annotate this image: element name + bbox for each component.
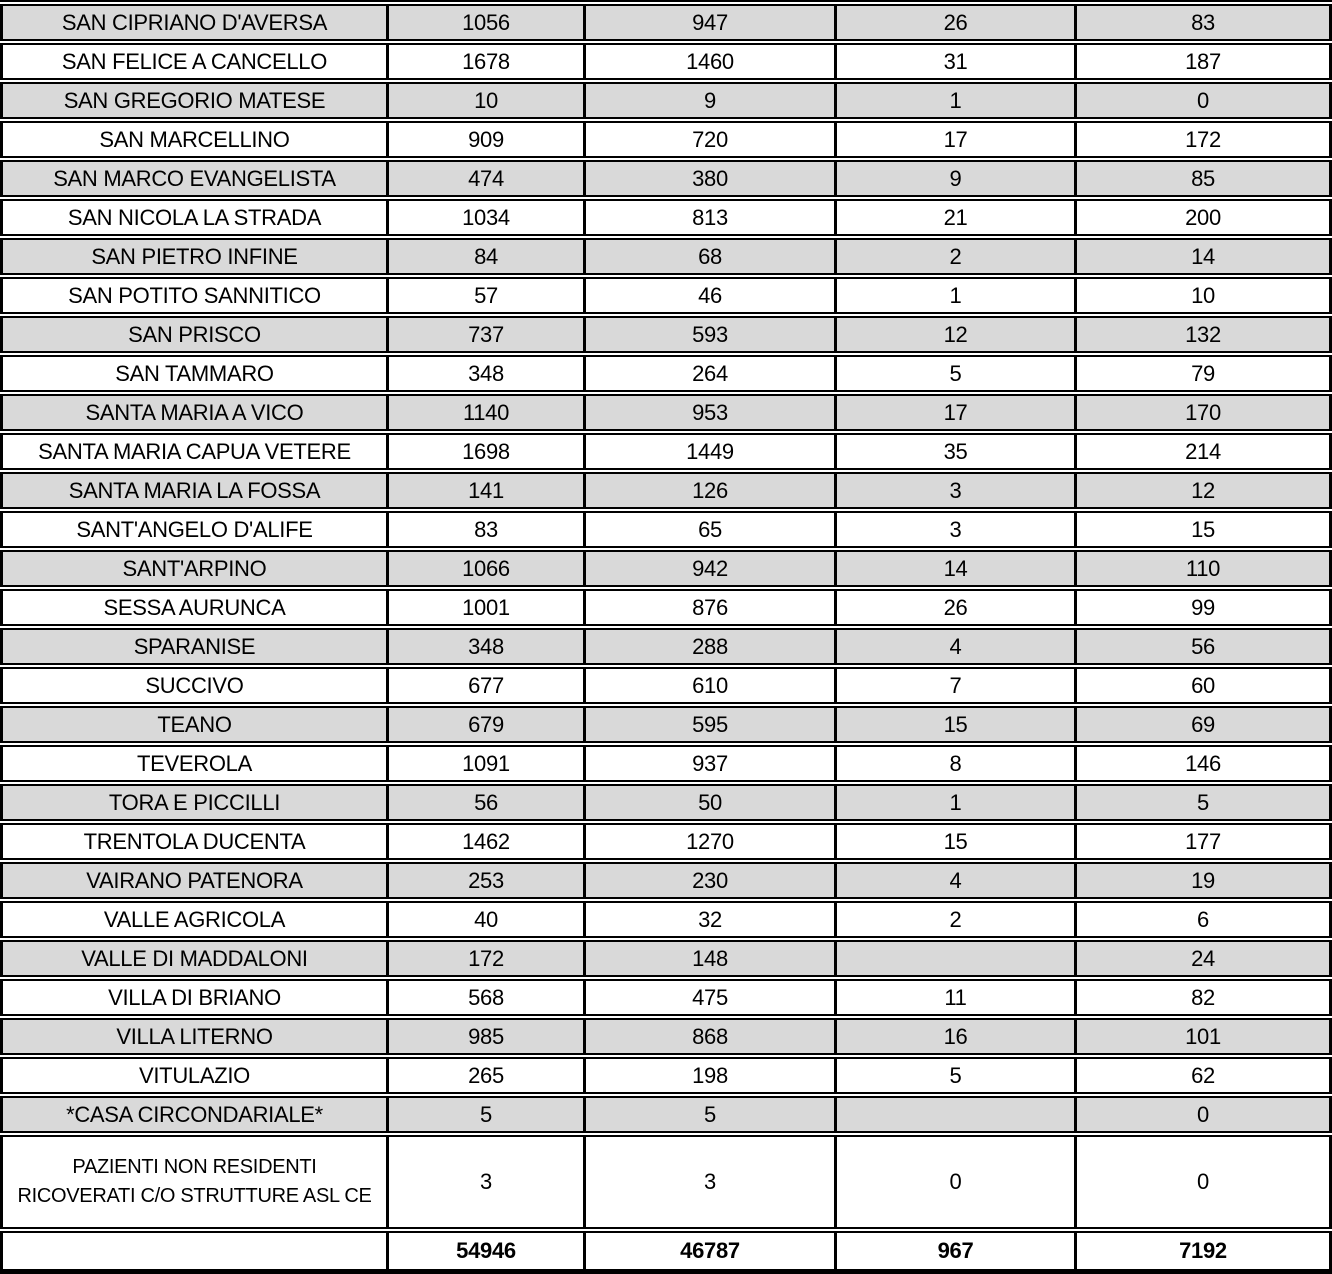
table-row: [0, 1096, 1332, 1133]
table-row: [0, 160, 1332, 197]
value-cell: 172: [1074, 121, 1329, 158]
municipality-name-cell: SANTA MARIA A VICO: [3, 394, 386, 431]
value-cell: 84: [386, 238, 583, 275]
value-cell: 19: [1074, 862, 1329, 899]
value-cell: 17: [834, 121, 1074, 158]
value-cell: 1140: [386, 394, 583, 431]
value-cell: [834, 1096, 1074, 1133]
value-cell: 876: [583, 589, 834, 626]
value-cell: 198: [583, 1057, 834, 1094]
total-value-cell: 54946: [386, 1231, 583, 1271]
value-cell: 0: [1074, 1096, 1329, 1133]
municipality-name-cell: SAN PIETRO INFINE: [3, 238, 386, 275]
municipality-name-cell: VALLE AGRICOLA: [3, 901, 386, 938]
value-cell: 230: [583, 862, 834, 899]
value-cell: 6: [1074, 901, 1329, 938]
value-cell: 148: [583, 940, 834, 977]
table-row: [0, 355, 1332, 392]
municipality-name-cell: SAN CIPRIANO D'AVERSA: [3, 4, 386, 41]
municipality-name-cell: TEVEROLA: [3, 745, 386, 782]
value-cell: 11: [834, 979, 1074, 1016]
municipality-name-cell: SUCCIVO: [3, 667, 386, 704]
value-cell: 1462: [386, 823, 583, 860]
table-row: [0, 589, 1332, 626]
value-cell: 1056: [386, 4, 583, 41]
value-cell: 187: [1074, 43, 1329, 80]
value-cell: 26: [834, 4, 1074, 41]
table-row: [0, 82, 1332, 119]
value-cell: 1091: [386, 745, 583, 782]
value-cell: 985: [386, 1018, 583, 1055]
value-cell: 264: [583, 355, 834, 392]
value-cell: 0: [1074, 82, 1329, 119]
value-cell: 62: [1074, 1057, 1329, 1094]
value-cell: 8: [834, 745, 1074, 782]
value-cell: 942: [583, 550, 834, 587]
value-cell: 1678: [386, 43, 583, 80]
value-cell: 177: [1074, 823, 1329, 860]
value-cell: 146: [1074, 745, 1329, 782]
value-cell: 9: [583, 82, 834, 119]
total-value-cell: 7192: [1074, 1231, 1329, 1271]
table-row: [0, 121, 1332, 158]
value-cell: 15: [834, 823, 1074, 860]
table-row: [0, 472, 1332, 509]
value-cell: 679: [386, 706, 583, 743]
municipality-name-cell: TEANO: [3, 706, 386, 743]
municipality-name-cell: SAN TAMMARO: [3, 355, 386, 392]
totals-empty-cell: [3, 1231, 386, 1271]
municipality-name-cell: SAN PRISCO: [3, 316, 386, 353]
value-cell: 5: [583, 1096, 834, 1133]
value-cell: 3: [583, 1135, 834, 1229]
table-row: [0, 43, 1332, 80]
municipality-name-cell: SAN MARCELLINO: [3, 121, 386, 158]
value-cell: 947: [583, 4, 834, 41]
value-cell: 16: [834, 1018, 1074, 1055]
value-cell: 110: [1074, 550, 1329, 587]
value-cell: 953: [583, 394, 834, 431]
value-cell: 610: [583, 667, 834, 704]
value-cell: 4: [834, 628, 1074, 665]
value-cell: 568: [386, 979, 583, 1016]
value-cell: 56: [386, 784, 583, 821]
table-row: [0, 277, 1332, 314]
value-cell: 10: [386, 82, 583, 119]
municipality-name-cell: VILLA DI BRIANO: [3, 979, 386, 1016]
value-cell: 31: [834, 43, 1074, 80]
table-row: [0, 1018, 1332, 1055]
value-cell: [834, 940, 1074, 977]
value-cell: 83: [1074, 4, 1329, 41]
value-cell: 5: [834, 355, 1074, 392]
value-cell: 348: [386, 628, 583, 665]
municipality-name-cell: SAN NICOLA LA STRADA: [3, 199, 386, 236]
value-cell: 2: [834, 901, 1074, 938]
value-cell: 5: [386, 1096, 583, 1133]
value-cell: 909: [386, 121, 583, 158]
table-row: [0, 979, 1332, 1016]
table-row: [0, 862, 1332, 899]
table-row: [0, 433, 1332, 470]
value-cell: 214: [1074, 433, 1329, 470]
value-cell: 380: [583, 160, 834, 197]
value-cell: 0: [1074, 1135, 1329, 1229]
table-row: [0, 4, 1332, 41]
value-cell: 60: [1074, 667, 1329, 704]
totals-row: [0, 1231, 1332, 1271]
value-cell: 85: [1074, 160, 1329, 197]
value-cell: 83: [386, 511, 583, 548]
value-cell: 737: [386, 316, 583, 353]
value-cell: 265: [386, 1057, 583, 1094]
value-cell: 170: [1074, 394, 1329, 431]
value-cell: 65: [583, 511, 834, 548]
municipality-name-cell: SAN FELICE A CANCELLO: [3, 43, 386, 80]
value-cell: 1460: [583, 43, 834, 80]
table-row: [0, 1135, 1332, 1229]
municipality-name-cell: SESSA AURUNCA: [3, 589, 386, 626]
value-cell: 24: [1074, 940, 1329, 977]
value-cell: 9: [834, 160, 1074, 197]
table-row: [0, 940, 1332, 977]
table-row: [0, 316, 1332, 353]
municipality-name-cell: SANT'ARPINO: [3, 550, 386, 587]
value-cell: 69: [1074, 706, 1329, 743]
value-cell: 101: [1074, 1018, 1329, 1055]
municipality-name-cell: VILLA LITERNO: [3, 1018, 386, 1055]
table-row: [0, 550, 1332, 587]
value-cell: 12: [834, 316, 1074, 353]
municipality-name-cell: TRENTOLA DUCENTA: [3, 823, 386, 860]
value-cell: 132: [1074, 316, 1329, 353]
value-cell: 15: [834, 706, 1074, 743]
value-cell: 348: [386, 355, 583, 392]
municipality-name-cell: SAN GREGORIO MATESE: [3, 82, 386, 119]
municipality-name-cell: *CASA CIRCONDARIALE*: [3, 1096, 386, 1133]
value-cell: 5: [1074, 784, 1329, 821]
value-cell: 68: [583, 238, 834, 275]
municipality-name-cell: SAN MARCO EVANGELISTA: [3, 160, 386, 197]
value-cell: 26: [834, 589, 1074, 626]
value-cell: 4: [834, 862, 1074, 899]
value-cell: 1270: [583, 823, 834, 860]
value-cell: 474: [386, 160, 583, 197]
value-cell: 1034: [386, 199, 583, 236]
value-cell: 99: [1074, 589, 1329, 626]
table-row: [0, 628, 1332, 665]
table-row: [0, 511, 1332, 548]
value-cell: 32: [583, 901, 834, 938]
municipality-name-cell: SAN POTITO SANNITICO: [3, 277, 386, 314]
table-row: [0, 901, 1332, 938]
value-cell: 79: [1074, 355, 1329, 392]
value-cell: 46: [583, 277, 834, 314]
table-row: [0, 394, 1332, 431]
value-cell: 56: [1074, 628, 1329, 665]
municipality-name-cell: VALLE DI MADDALONI: [3, 940, 386, 977]
table-row: [0, 238, 1332, 275]
value-cell: 253: [386, 862, 583, 899]
table-row: [0, 823, 1332, 860]
value-cell: 2: [834, 238, 1074, 275]
municipality-name-cell: SPARANISE: [3, 628, 386, 665]
value-cell: 1449: [583, 433, 834, 470]
value-cell: 813: [583, 199, 834, 236]
table-row: [0, 745, 1332, 782]
value-cell: 720: [583, 121, 834, 158]
value-cell: 288: [583, 628, 834, 665]
value-cell: 937: [583, 745, 834, 782]
table-row: [0, 706, 1332, 743]
municipality-name-cell: SANT'ANGELO D'ALIFE: [3, 511, 386, 548]
table-row: [0, 1057, 1332, 1094]
value-cell: 40: [386, 901, 583, 938]
value-cell: 1: [834, 82, 1074, 119]
value-cell: 10: [1074, 277, 1329, 314]
value-cell: 21: [834, 199, 1074, 236]
value-cell: 172: [386, 940, 583, 977]
municipality-name-cell: VAIRANO PATENORA: [3, 862, 386, 899]
value-cell: 57: [386, 277, 583, 314]
value-cell: 593: [583, 316, 834, 353]
total-value-cell: 46787: [583, 1231, 834, 1271]
value-cell: 1001: [386, 589, 583, 626]
value-cell: 50: [583, 784, 834, 821]
value-cell: 141: [386, 472, 583, 509]
value-cell: 126: [583, 472, 834, 509]
value-cell: 7: [834, 667, 1074, 704]
value-cell: 35: [834, 433, 1074, 470]
value-cell: 15: [1074, 511, 1329, 548]
value-cell: 82: [1074, 979, 1329, 1016]
value-cell: 5: [834, 1057, 1074, 1094]
value-cell: 1: [834, 784, 1074, 821]
value-cell: 475: [583, 979, 834, 1016]
value-cell: 200: [1074, 199, 1329, 236]
value-cell: 14: [834, 550, 1074, 587]
municipality-name-cell: SANTA MARIA CAPUA VETERE: [3, 433, 386, 470]
value-cell: 17: [834, 394, 1074, 431]
value-cell: 1698: [386, 433, 583, 470]
value-cell: 595: [583, 706, 834, 743]
value-cell: 1066: [386, 550, 583, 587]
value-cell: 3: [834, 511, 1074, 548]
value-cell: 3: [386, 1135, 583, 1229]
table-row: [0, 199, 1332, 236]
municipality-name-cell: PAZIENTI NON RESIDENTI RICOVERATI C/O STRUTTURE ASL CE: [3, 1135, 386, 1229]
municipality-name-cell: TORA E PICCILLI: [3, 784, 386, 821]
value-cell: 868: [583, 1018, 834, 1055]
table-row: [0, 667, 1332, 704]
value-cell: 12: [1074, 472, 1329, 509]
municipality-name-cell: SANTA MARIA LA FOSSA: [3, 472, 386, 509]
value-cell: 14: [1074, 238, 1329, 275]
table-row: [0, 784, 1332, 821]
value-cell: 0: [834, 1135, 1074, 1229]
municipality-name-cell: VITULAZIO: [3, 1057, 386, 1094]
value-cell: 3: [834, 472, 1074, 509]
value-cell: 677: [386, 667, 583, 704]
total-value-cell: 967: [834, 1231, 1074, 1271]
value-cell: 1: [834, 277, 1074, 314]
